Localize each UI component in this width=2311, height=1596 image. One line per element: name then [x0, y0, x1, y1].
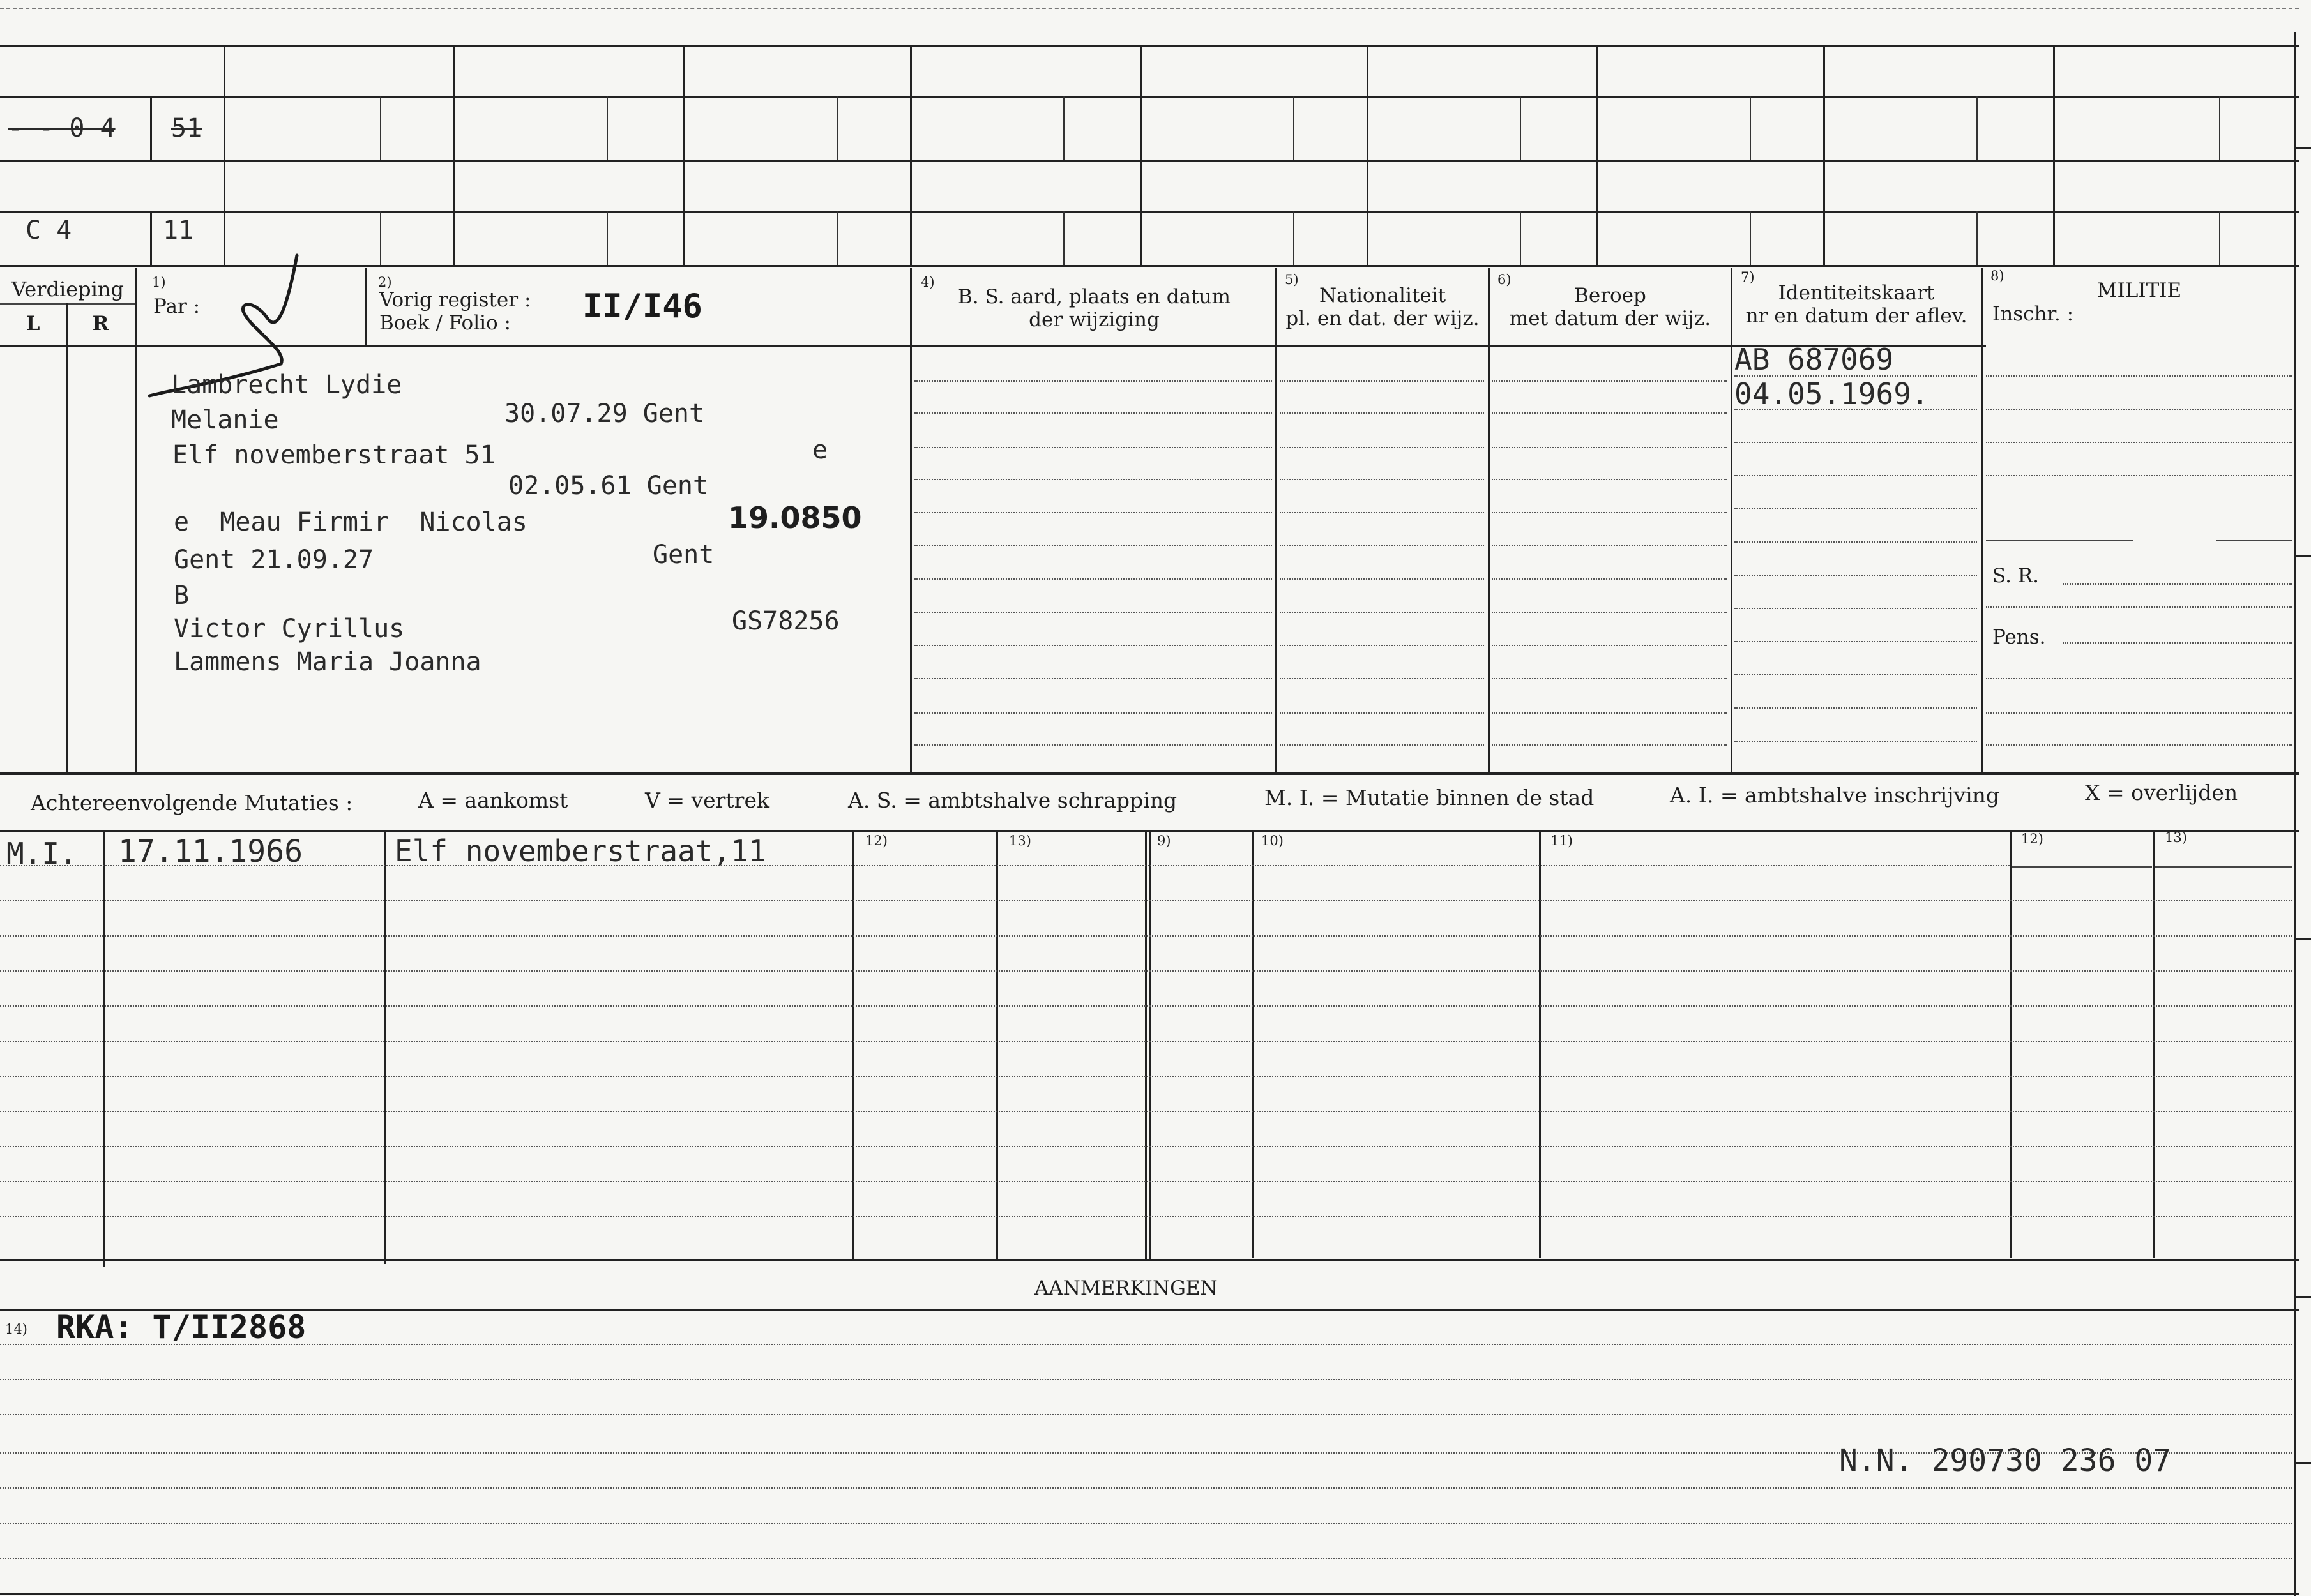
person-b: B	[174, 581, 190, 610]
person-birth: 30.07.29 Gent	[504, 399, 705, 428]
mutation-address: Elf novemberstraat,11	[395, 834, 766, 868]
col-12b: 12)	[2021, 831, 2043, 847]
footnote-4: 4)	[921, 275, 935, 290]
person-marker: e	[812, 435, 828, 465]
mutation-date: 17.11.1966	[118, 834, 303, 870]
inschr-label: Inschr. :	[1992, 303, 2074, 326]
mutaties-ai: A. I. = ambtshalve inschrijving	[1670, 783, 2000, 808]
person-hand-date: 19.0850	[728, 501, 862, 535]
person-date2: 02.05.61 Gent	[508, 471, 709, 501]
sr-label: S. R.	[1992, 564, 2040, 587]
person-spouse-birth: Gent 21.09.27	[174, 545, 374, 575]
vorig-register-label: Vorig register :	[379, 289, 531, 312]
nationaliteit-line1: Nationaliteit	[1319, 284, 1446, 307]
par-label: Par :	[153, 295, 201, 318]
col-10: 10)	[1261, 833, 1284, 848]
person-spouse: e Meau Firmir Nicolas	[174, 508, 527, 537]
footnote-7: 7)	[1741, 269, 1755, 285]
rka-value: RKA: T/II2868	[56, 1309, 307, 1346]
col-13b: 13)	[2165, 830, 2187, 845]
footnote-2: 2)	[378, 275, 392, 290]
boek-folio-label: Boek / Folio :	[379, 312, 511, 335]
nationaliteit-line2: pl. en dat. der wijz.	[1285, 307, 1480, 330]
id-card-line2: nr en datum der aflev.	[1745, 305, 1967, 327]
beroep-line1: Beroep	[1574, 284, 1646, 307]
remarks-title: AANMERKINGEN	[1034, 1277, 1218, 1300]
nn-value: N.N. 290730 236 07	[1839, 1443, 2172, 1479]
militie-label: MILITIE	[2096, 279, 2182, 302]
mutaties-x: X = overlijden	[2085, 780, 2238, 805]
bs-header-line2: der wijziging	[1029, 308, 1160, 331]
top-row1-right: 51	[171, 114, 202, 143]
col-13a: 13)	[1009, 833, 1031, 848]
top-row2-right: 11	[163, 216, 194, 245]
bs-header-line1: B. S. aard, plaats en datum	[958, 285, 1231, 308]
footnote-14: 14)	[5, 1321, 27, 1337]
mutaties-v: V = vertrek	[645, 788, 769, 813]
top-row2-left: C 4	[26, 216, 72, 245]
person-line2: Melanie	[171, 405, 279, 435]
footnote-1: 1)	[152, 275, 166, 290]
footnote-6: 6)	[1497, 272, 1512, 287]
person-line1: Lambrecht Lydie	[171, 370, 402, 400]
person-address: Elf novemberstraat 51	[172, 440, 496, 470]
beroep-line2: met datum der wijz.	[1509, 307, 1711, 330]
mutaties-as: A. S. = ambtshalve schrapping	[848, 788, 1178, 813]
footnote-5: 5)	[1285, 272, 1299, 287]
pens-label: Pens.	[1992, 626, 2046, 649]
col-12a: 12)	[865, 833, 888, 848]
person-father: Victor Cyrillus	[174, 614, 405, 644]
mutaties-label: Achtereenvolgende Mutaties :	[31, 790, 353, 815]
col-11: 11)	[1550, 833, 1573, 848]
verdieping-label: Verdieping	[11, 277, 124, 301]
id-card-number: AB 687069	[1734, 342, 1894, 377]
person-mother: Lammens Maria Joanna	[174, 647, 481, 677]
id-card-date: 04.05.1969.	[1734, 377, 1929, 411]
id-card-line1: Identiteitskaart	[1778, 282, 1935, 305]
person-spouse-place: Gent	[653, 540, 715, 569]
top-row1-left: - - 0 4	[8, 114, 116, 143]
person-code: GS78256	[732, 606, 840, 636]
mutation-type: M.I.	[6, 836, 77, 871]
r-label: R	[92, 312, 109, 335]
footnote-8: 8)	[1990, 268, 2004, 283]
col-9: 9)	[1157, 833, 1171, 848]
l-label: L	[26, 312, 40, 335]
mutaties-mi: M. I. = Mutatie binnen de stad	[1264, 785, 1595, 810]
mutaties-a: A = aankomst	[418, 788, 568, 813]
register-value: II/I46	[582, 287, 702, 326]
